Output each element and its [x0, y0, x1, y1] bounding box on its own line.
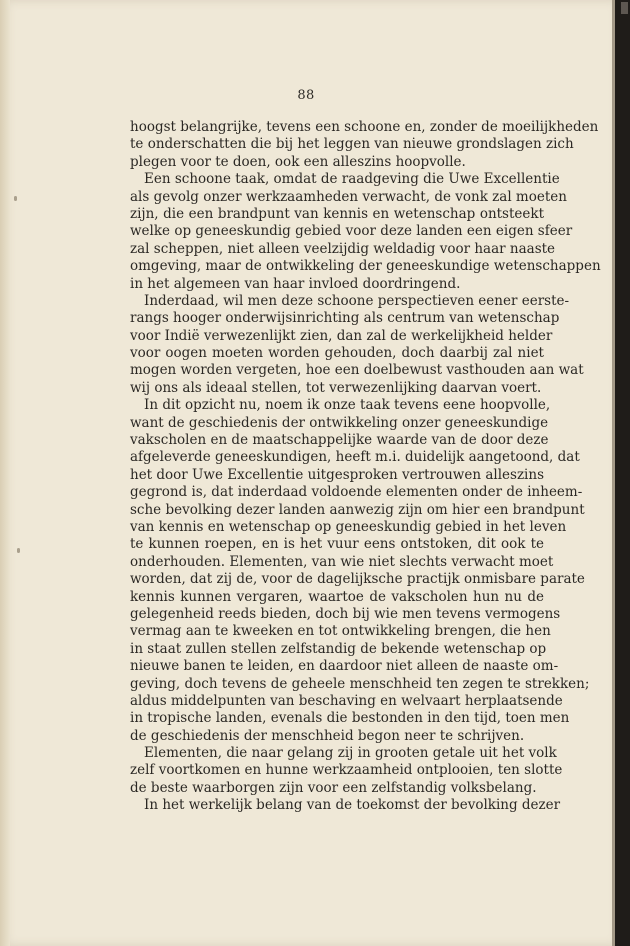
text-line: zelf voortkomen en hunne werkzaamheid ontplooien, ten slotte [130, 762, 563, 779]
text-line: van kennis en wetenschap op geneeskundig gebied in het leven [130, 518, 567, 535]
text-line: te onderschatten die bij het leggen van nieuwe grondslagen zich [130, 136, 574, 153]
text-line: afgeleverde geneeskundigen, heeft m.i. duidelijk aangetoond, dat [130, 449, 580, 466]
text-line: mogen worden vergeten, hoe een doelbewust vasthouden aan wat [130, 362, 584, 379]
text-line: In dit opzicht nu, noem ik onze taak tevens eene hoopvolle, [144, 397, 551, 414]
text-line: in tropische landen, evenals die bestonden in den tijd, toen men [130, 710, 570, 727]
body-text [130, 119, 601, 815]
text-line: aldus middelpunten van beschaving en welvaart herplaatsende [130, 692, 563, 709]
text-line: in staat zullen stellen zelfstandig de bekende wetenschap op [130, 640, 547, 657]
text-line: geving, doch tevens de geheele menschheid ten zegen te strekken; [130, 675, 590, 692]
text-line: gelegenheid reeds bieden, doch bij wie men tevens vermogens [130, 605, 561, 622]
text-line: nieuwe banen te leiden, en daardoor niet alleen de naaste om- [130, 658, 559, 675]
text-line: welke op geneeskundig gebied voor deze landen een eigen sfeer [130, 223, 573, 240]
text-line: worden, dat zij de, voor de dagelijksche practijk onmisbare parate [130, 571, 585, 588]
text-line: in het algemeen van haar invloed doordringend. [130, 275, 461, 292]
text-line: rangs hooger onderwijsinrichting als centrum van wetenschap [130, 310, 560, 327]
text-line: vakscholen en de maatschappelijke waarde van de door deze [130, 432, 549, 449]
text-line: zijn, die een brandpunt van kennis en wetenschap ontsteekt [130, 205, 544, 222]
text-line: voor Indië verwezenlijkt zien, dan zal de werkelijkheid helder [130, 327, 553, 344]
text-line: omgeving, maar de ontwikkeling der geneeskundige wetenschappen [130, 258, 601, 275]
text-line: want de geschiedenis der ontwikkeling onzer geneeskundige [130, 414, 549, 431]
scan-background [612, 0, 630, 946]
text-line: voor oogen moeten worden gehouden, doch daarbij zal niet [130, 345, 544, 362]
text-line: hoogst belangrijke, tevens een schoone en, zonder de moeilijkheden [130, 119, 599, 135]
text-line: vermag aan te kweeken en tot ontwikkeling brengen, die hen [130, 623, 551, 640]
text-line: gegrond is, dat inderdaad voldoende elementen onder de inheem- [130, 484, 583, 501]
text-line: kennis kunnen vergaren, waartoe de vakscholen hun nu de [130, 588, 544, 605]
text-line: In het werkelijk belang van de toekomst der bevolking dezer [144, 797, 561, 814]
page-edge [612, 0, 615, 946]
text-line: als gevolg onzer werkzaamheden verwacht, de vonk zal moeten [130, 188, 567, 205]
text-line: sche bevolking dezer landen aanwezig zijn om hier een brandpunt [130, 501, 585, 518]
text-line: het door Uwe Excellentie uitgesproken vertrouwen alleszins [130, 466, 544, 483]
ink-spot [17, 548, 20, 553]
page-gutter [0, 0, 10, 946]
text-line: de geschiedenis der menschheid begon neer te schrijven. [130, 727, 525, 744]
text-line: te kunnen roepen, en is het vuur eens ontstoken, dit ook te [130, 536, 544, 553]
text-line: Inderdaad, wil men deze schoone perspectieven eener eerste- [144, 292, 570, 309]
text-line: zal scheppen, niet alleen veelzijdig weldadig voor haar naaste [130, 240, 556, 257]
page-number: 88 [297, 88, 315, 103]
scan-marker [621, 2, 628, 14]
text-line: Een schoone taak, omdat de raadgeving die Uwe Excellentie [144, 171, 560, 188]
text-line: onderhouden. Elementen, van wie niet slechts verwacht moet [130, 553, 554, 570]
text-line: Elementen, die naar gelang zij in grooten getale uit het volk [144, 745, 557, 762]
ink-spot [14, 196, 17, 201]
text-line: wij ons als ideaal stellen, tot verwezenlijking daarvan voert. [130, 379, 542, 396]
text-line: plegen voor te doen, ook een alleszins hoopvolle. [130, 153, 466, 170]
text-line: de beste waarborgen zijn voor een zelfstandig volksbelang. [130, 779, 537, 796]
